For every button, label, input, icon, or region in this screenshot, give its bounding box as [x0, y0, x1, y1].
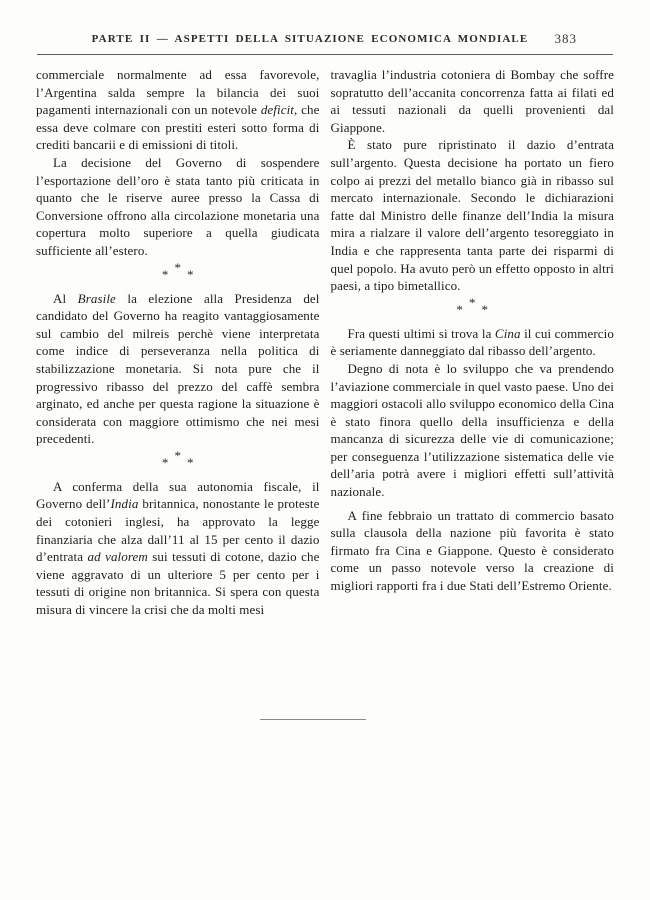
- column-left: [36, 66, 320, 619]
- text-run: Degno di nota è lo sviluppo che va prendendo l’aviazione commerciale in quel vasto paese. Uno dei maggiori ostacoli allo sviluppo economico della Cina è stato finora quello della insufficienza e della mancanza di sicurezza delle vie di comunicazione; per conseguenza l’utilizzazione sistematica delle vie dell’aria potrà avere i migliori effetti sull’attività nazionale.: [330, 360, 614, 500]
- text-run: È stato pure ripristinato il dazio d’entrata sull’argento. Questa decisione ha portato un fiero colpo ai prezzi del metallo bianco già in ribasso sul mercato internazionale. Secondo le dichiarazioni fatte dal Ministro delle finanze dell’India la misura mira a rialzare il valore dell’argento tesoreggiato in India e che rappresenta tanta parte dei risparmi di quel popolo. Ha avuto però un effetto opposto in altri paesi, a tipo bimetallico.: [330, 137, 614, 294]
- paragraph: [36, 154, 320, 260]
- asterisk-glyph: *: [481, 301, 489, 317]
- asterisk-glyph: *: [161, 266, 169, 282]
- page-number: 383: [554, 31, 577, 46]
- text-run: A fine febbraio un trattato di commercio basato sulla clausola della nazione più favorita è stato firmato fra Cina e Giappone. Questo è considerato come un passo notevole verso la creazione di migliori rapporti fra i due Stati dell’Estremo Oriente.: [330, 507, 614, 594]
- italic-text-run: ad valorem: [87, 549, 148, 565]
- text-run: britannica, nonostante le proteste dei cotonieri inglesi, ha approvato la legge finanziaria che alza dall’11 al 15 per cento il dazio d’entrata: [36, 496, 320, 565]
- text-run: travaglia l’industria cotoniera di Bombay che soffre sopratutto dell’accanita concorrenza fatta ai filati ed ai tessuti nazionali da quelli provenienti dal Giappone.: [330, 67, 614, 135]
- paragraph: [331, 136, 615, 294]
- asterism-separator: [331, 294, 615, 323]
- section-end-rule: [260, 719, 366, 720]
- italic-text-run: Cina: [494, 325, 521, 341]
- asterisk-glyph: *: [187, 266, 194, 282]
- paragraph: [331, 507, 615, 595]
- text-run: il cui commercio è seriamente danneggiato dal ribasso dell’argento.: [330, 325, 614, 359]
- text-columns: [36, 66, 614, 619]
- asterism-separator: [36, 447, 320, 476]
- asterisk-glyph: *: [187, 454, 194, 470]
- asterisk-glyph: *: [174, 447, 182, 463]
- italic-text-run: Brasile: [77, 290, 116, 306]
- italic-text-run: deficit: [260, 102, 294, 118]
- text-run: la elezione alla Presidenza del candidato del Governo ha reagito vantaggiosamente sul cambio del milreis perchè viene interpretata come indice di perseveranza nella politica di stabilizzazione monetaria. Si nota pure che il progressivo ribasso del prezzo del caffè sembra arginato, ed anche per questa ragione la situazione è considerata con maggiore ottimismo che nei mesi precedenti.: [36, 290, 320, 447]
- paragraph: [331, 66, 615, 136]
- asterism-separator: [36, 259, 320, 288]
- header-rule: [37, 54, 613, 55]
- paragraph: [331, 325, 615, 360]
- paragraph: [36, 290, 320, 448]
- asterisk-glyph: *: [456, 301, 463, 317]
- text-run: La decisione del Governo di sospendere l’esportazione dell’oro è stata tanto più criticata in quanto che le riserve auree presso la Cassa di Conversione offrono alla circolazione monetaria una copertura molto superiore a quella giudicata sufficiente all’estero.: [36, 154, 320, 258]
- text-run: , che essa deve colmare con prestiti esteri sotto forma di crediti bancarii e di emissioni di titoli.: [36, 102, 320, 153]
- paragraph: [36, 66, 320, 154]
- text-run: Al: [53, 290, 78, 306]
- running-head-title: PARTE II — ASPETTI DELLA SITUAZIONE ECONOMICA MONDIALE: [91, 33, 529, 45]
- column-right: [331, 66, 615, 619]
- text-run: commerciale normalmente ad essa favorevole, l’Argentina salda sempre la bilancia dei suoi pagamenti internazionali con un notevole: [36, 67, 320, 118]
- text-run: Fra questi ultimi si trova la: [347, 325, 495, 341]
- asterisk-glyph: *: [161, 454, 169, 470]
- text-run: sui tessuti di cotone, dazio che viene aggravato di un ulteriore 5 per cento per i tessuti di origine non britannica. Si spera con questa misura di vincere la crisi che da molti mesi: [36, 549, 320, 618]
- paragraph: [331, 360, 615, 501]
- paragraph: [36, 478, 320, 619]
- italic-text-run: India: [110, 496, 139, 512]
- asterisk-glyph: *: [174, 259, 182, 275]
- text-run: A conferma della sua autonomia fiscale, il Governo dell’: [36, 478, 320, 512]
- running-head: [37, 33, 613, 51]
- asterisk-glyph: *: [468, 294, 476, 310]
